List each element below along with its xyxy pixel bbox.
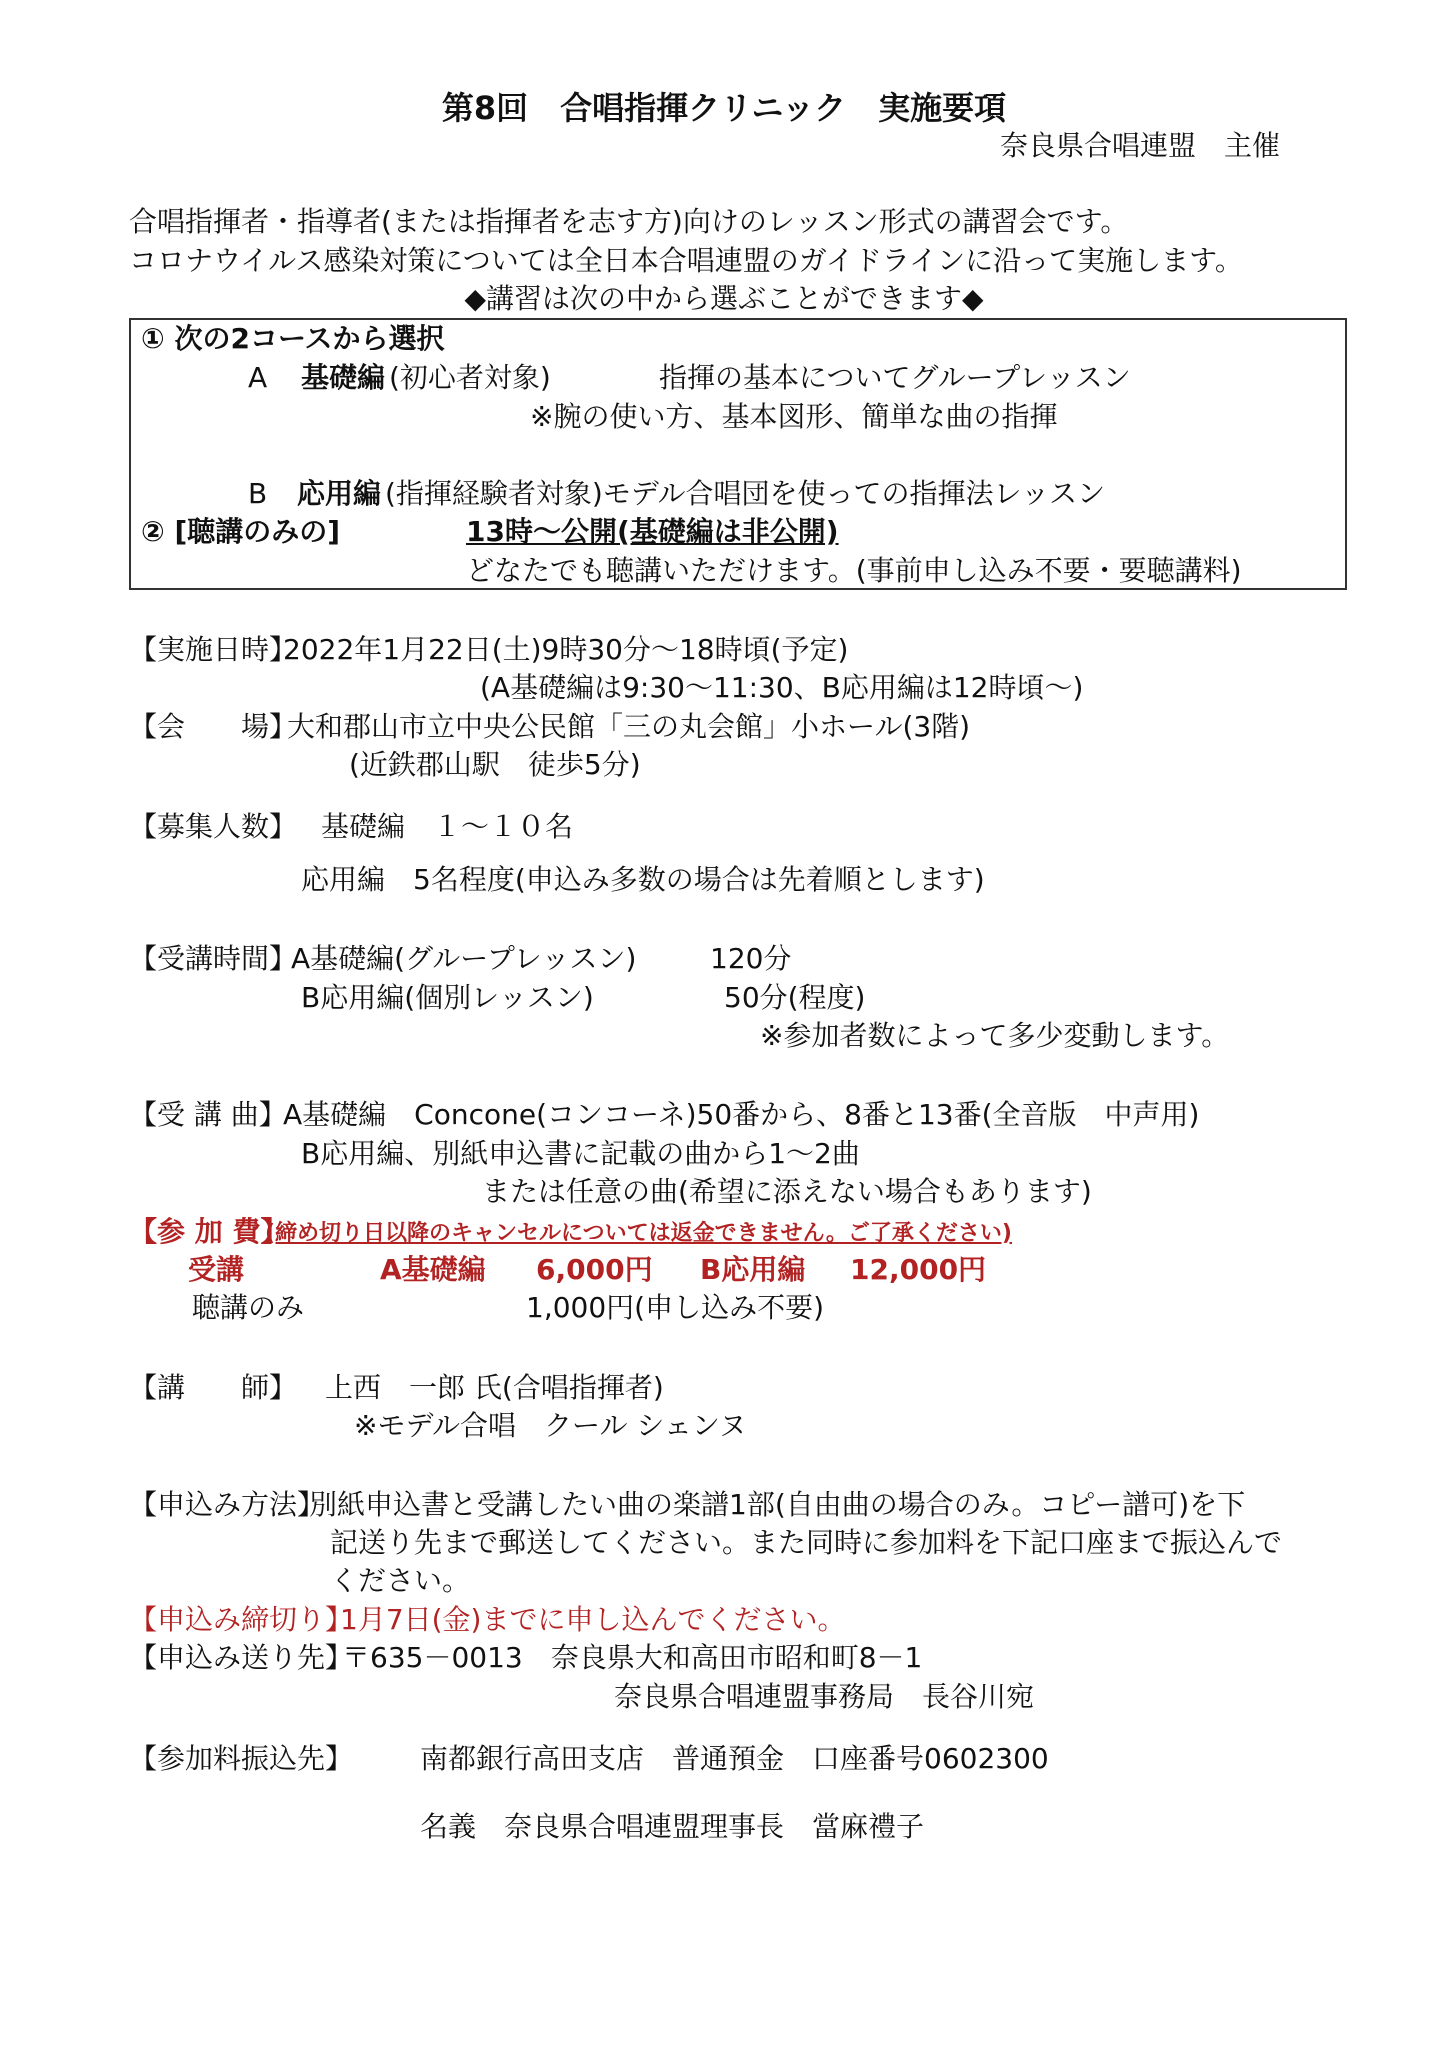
fee-label: 【参 加 費】 [129, 1215, 289, 1248]
document-title: 第8回 合唱指揮クリニック 実施要項 [441, 89, 1007, 127]
lesson-time-a-minutes: 120分 [710, 942, 792, 975]
apply-method-line-1: 別紙申込書と受講したい曲の楽譜1部(自由曲の場合のみ。コピー譜可)を下 [309, 1488, 1246, 1521]
venue-access: (近鉄郡山駅 徒歩5分) [349, 748, 641, 781]
lesson-time-note: ※参加者数によって多少変動します。 [760, 1019, 1230, 1052]
apply-method-line-3: ください。 [330, 1564, 471, 1597]
bank-account: 南都銀行高田支店 普通預金 口座番号0602300 [420, 1742, 1049, 1775]
instructor-label: 【講 師】 [129, 1371, 298, 1404]
apply-method-line-2: 記送り先まで郵送してください。また同時に参加料を下記口座まで振込んで [330, 1526, 1283, 1559]
organizer: 奈良県合唱連盟 主催 [1000, 129, 1281, 162]
pieces-a: A基礎編 Concone(コンコーネ)50番から、8番と13番(全音版 中声用) [283, 1098, 1200, 1131]
course-a-description: 指揮の基本についてグループレッスン [659, 361, 1131, 394]
course-b-description: (指揮経験者対象)モデル合唱団を使っての指揮法レッスン [385, 477, 1106, 510]
lesson-time-a-course: A基礎編(グループレッスン) [291, 942, 637, 975]
course-a-letter: A [248, 361, 268, 394]
option-2-heading: ② [聴講のみの] [141, 515, 341, 548]
fee-a-price: 6,000円 [536, 1253, 653, 1286]
course-a-target: (初心者対象) [389, 361, 551, 394]
lesson-time-b-minutes: 50分(程度) [724, 981, 866, 1014]
schedule-label: 【実施日時】 [129, 633, 298, 666]
fee-b-label: B応用編 [700, 1253, 806, 1286]
address-label: 【申込み送り先】 [129, 1641, 354, 1674]
audit-note: どなたでも聴講いただけます。(事前申し込み不要・要聴講料) [466, 554, 1242, 587]
fee-attend-label: 受講 [188, 1253, 245, 1286]
schedule-value: 2022年1月22日(土)9時30分～18時頃(予定) [283, 633, 849, 666]
apply-method-label: 【申込み方法】 [129, 1488, 326, 1521]
course-options-box [129, 318, 1347, 590]
fee-a-label: A基礎編 [380, 1253, 486, 1286]
deadline-value: 1月7日(金)までに申し込んでください。 [340, 1603, 846, 1636]
audit-public-time: 13時～公開(基礎編は非公開) [466, 515, 839, 548]
course-a-name: 基礎編 [301, 361, 386, 394]
intro-line-2: コロナウイルス感染対策については全日本合唱連盟のガイドラインに沿って実施します。 [129, 244, 1243, 277]
lesson-time-label: 【受講時間】 [129, 942, 298, 975]
course-b-name: 応用編 [297, 477, 382, 510]
fee-audit-price: 1,000円(申し込み不要) [526, 1291, 825, 1324]
instructor-name: 上西 一郎 氏(合唱指揮者) [325, 1371, 664, 1404]
venue-label: 【会 場】 [129, 710, 298, 743]
address-postal: 〒635－0013 奈良県大和高田市昭和町8－1 [342, 1641, 923, 1674]
bank-account-holder: 名義 奈良県合唱連盟理事長 當麻禮子 [420, 1810, 925, 1843]
address-recipient: 奈良県合唱連盟事務局 長谷川宛 [614, 1680, 1035, 1713]
pieces-b-alt: または任意の曲(希望に添えない場合もあります) [482, 1175, 1092, 1208]
venue-value: 大和郡山市立中央公民館「三の丸会館」小ホール(3階) [287, 710, 971, 743]
option-1-heading: ① 次の2コースから選択 [141, 322, 445, 355]
bank-label: 【参加料振込先】 [129, 1742, 354, 1775]
course-b-letter: B [248, 477, 268, 510]
fee-cancel-note: (締め切り日以降のキャンセルについては返金できません。ご了承ください) [265, 1221, 1012, 1246]
choice-heading: ◆講習は次の中から選ぶことができます◆ [464, 282, 984, 315]
fee-audit-label: 聴講のみ [192, 1291, 305, 1324]
recruit-label: 【募集人数】 [129, 810, 298, 843]
pieces-b: B応用編、別紙申込書に記載の曲から1～2曲 [301, 1137, 860, 1170]
lesson-time-b-course: B応用編(個別レッスン) [301, 981, 594, 1014]
schedule-detail: (A基礎編は9:30～11:30、B応用編は12時頃～) [480, 671, 1084, 704]
intro-line-1: 合唱指揮者・指導者(または指揮者を志す方)向けのレッスン形式の講習会です。 [129, 205, 1129, 238]
recruit-applied: 応用編 5名程度(申込み多数の場合は先着順とします) [301, 863, 985, 896]
recruit-basic: 基礎編 １～１０名 [321, 810, 574, 843]
pieces-label: 【受 講 曲】 [129, 1098, 287, 1131]
course-a-note: ※腕の使い方、基本図形、簡単な曲の指揮 [530, 400, 1058, 433]
instructor-model-choir: ※モデル合唱 クール シェンヌ [354, 1409, 747, 1442]
fee-b-price: 12,000円 [850, 1253, 987, 1286]
deadline-label: 【申込み締切り】 [129, 1603, 354, 1636]
